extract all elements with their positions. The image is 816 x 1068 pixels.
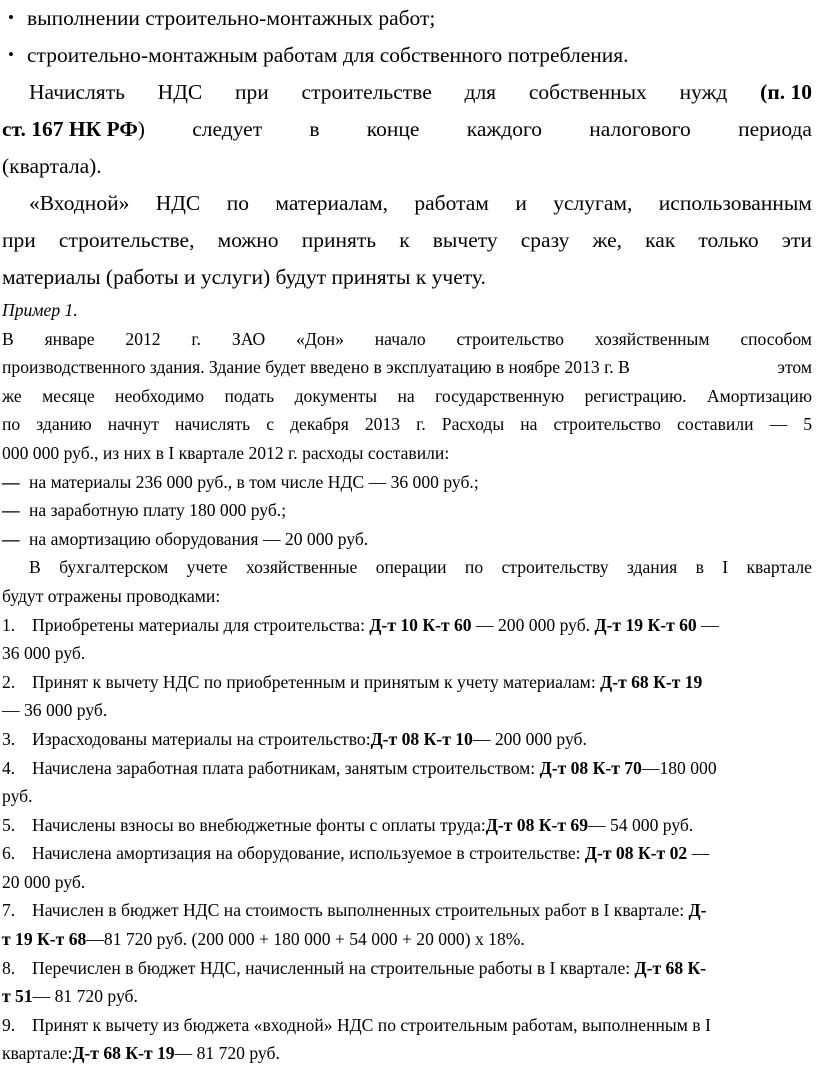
text-run: эти [781, 228, 812, 252]
dash-list-item-text: на материалы 236 000 руб., в том числе НДС — 36 000 руб.; [29, 471, 479, 492]
entry-line [32, 754, 812, 783]
text-run: собственных [528, 80, 647, 104]
bullet-item-text: выполнении строительно-монтажных работ; [27, 6, 436, 30]
example-label-text: Пример 1. [2, 300, 78, 320]
text-run: использованным [658, 191, 812, 215]
text-run: (квартала). [2, 154, 102, 178]
text-run: и [515, 191, 527, 215]
paragraph-line [2, 325, 812, 354]
account-code: Д-т 68 К- [634, 957, 707, 978]
text-run: строительству [501, 557, 609, 578]
paragraph-nds-accrual [2, 74, 812, 185]
ledger-entry [2, 811, 812, 840]
text-run: Израсходованы материалы на строительство: [32, 728, 371, 749]
text-run: в [695, 557, 704, 578]
account-code: Д-т 08 К-т 02 [584, 843, 688, 864]
text-run: же [2, 385, 22, 406]
ledger-entry [2, 725, 812, 754]
text-run: налогового [589, 117, 691, 141]
text-run: Принят к вычету НДС по приобретенным и принятым к учету материалам: [32, 671, 601, 692]
text-run: 000 000 руб., из них в I квартале 2012 г. расходы составили: [2, 442, 450, 463]
text-run: декабря [290, 414, 349, 435]
text-run: Приобретены материалы для строительства: [32, 614, 370, 635]
text-run: Начислена амортизация на оборудование, используемое в строительстве: [32, 843, 585, 864]
text-run: хозяйственным [594, 328, 710, 349]
text-run: для [464, 80, 497, 104]
bullet-icon: • [8, 45, 14, 64]
entry-number: 2. [2, 671, 16, 692]
entry-number: 6. [2, 843, 16, 864]
text-run: 2013 [364, 414, 401, 435]
text-run: «Входной» [29, 191, 130, 215]
text-run: НДС [155, 191, 201, 215]
text-run: руб. [2, 786, 33, 807]
text-run: 20 000 руб. [2, 871, 86, 892]
text-run: на [397, 385, 415, 406]
text-run: квартале: [2, 1043, 73, 1064]
text-run: «Дон» [296, 328, 344, 349]
paragraph-input-vat [2, 185, 812, 296]
text-run: необходимо [115, 385, 205, 406]
text-run: же, [592, 228, 623, 252]
text-run: начислять [175, 414, 251, 435]
entry-line [32, 725, 812, 754]
bullet-icon: • [8, 8, 14, 27]
entry-number: 5. [2, 814, 16, 835]
paragraph-line [2, 222, 812, 259]
account-code: Д-т 08 К-т 70 [539, 757, 642, 778]
ledger-entry [2, 1011, 812, 1040]
text-run: строительстве [301, 80, 432, 104]
account-code: т 51 [2, 986, 33, 1007]
paragraph-line [2, 259, 812, 296]
text-run: ЗАО [231, 328, 266, 349]
body-section [2, 296, 812, 1068]
text-run: способом [740, 328, 812, 349]
paragraph-line [2, 410, 812, 439]
account-code: Д- [688, 900, 707, 921]
text-run: операции [375, 557, 447, 578]
paragraph-line [2, 185, 812, 222]
account-code: Д-т 08 К-т 69 [485, 814, 589, 835]
text-run: квартале [746, 557, 812, 578]
entry-line [2, 696, 812, 725]
paragraph-line [2, 111, 812, 148]
text-run: зданию [36, 414, 92, 435]
em-dash-icon: — [2, 471, 20, 492]
paragraph-example-intro [2, 325, 812, 468]
text-run: начнут [107, 414, 159, 435]
text-run: с [266, 414, 275, 435]
text-run: только [698, 228, 759, 252]
text-run: 5 [803, 414, 812, 435]
text-run: документы [294, 385, 378, 406]
text-run: вычету [432, 228, 498, 252]
text-run: месяце [42, 385, 95, 406]
text-run: по [464, 557, 484, 578]
text-run: I [722, 557, 729, 578]
text-run: следует [192, 117, 263, 141]
text-run: Начислены взносы во внебюджетные фонты с оплаты труда: [32, 814, 486, 835]
entry-number: 8. [2, 957, 16, 978]
entry-number: 7. [2, 900, 16, 921]
entry-line [2, 982, 812, 1011]
text-run: будут отражены проводками: [2, 585, 221, 606]
text-run: в [309, 117, 320, 141]
paragraph-line [2, 553, 812, 582]
paragraph-line [2, 148, 812, 185]
text-run: Амортизацию [706, 385, 812, 406]
em-dash-icon: — [2, 528, 20, 549]
text-run: —180 000 [641, 757, 717, 778]
text-run: — 36 000 руб. [2, 700, 108, 721]
entry-line [2, 925, 812, 954]
text-run: периода [738, 117, 812, 141]
text-run: 2012 [125, 328, 161, 349]
text-run: по [2, 414, 21, 435]
account-code: Д-т 10 К-т 60 [369, 614, 472, 635]
text-run: — 81 720 руб. [32, 986, 138, 1007]
ledger-entry [2, 954, 812, 983]
text-run: Принят к вычету из бюджета «входной» НДС по строительным работам, выполненным в I [32, 1014, 711, 1035]
entry-line [2, 1039, 812, 1068]
entry-line [32, 954, 812, 983]
text-run: каждого [466, 117, 542, 141]
text-run: Начислять [29, 80, 125, 104]
entry-number: 1. [2, 614, 16, 635]
text-run: можно [217, 228, 279, 252]
paragraph-line [2, 582, 812, 611]
text-run: — 54 000 руб. [588, 814, 694, 835]
text-run: г. [416, 414, 426, 435]
account-code: Д-т 08 К-т 10 [370, 728, 473, 749]
text-run: учете [186, 557, 228, 578]
text-run: Перечислен в бюджет НДС, начисленный на строительные работы в I квартале: [32, 957, 635, 978]
text-run: составили [677, 414, 754, 435]
ledger-entry [2, 839, 812, 868]
entry-number: 3. [2, 728, 16, 749]
paragraph-line [2, 382, 812, 411]
text-run: этом [777, 357, 812, 378]
entry-line [32, 668, 812, 697]
intro-section [2, 0, 812, 296]
text-run: по [226, 191, 249, 215]
text-run: — 200 000 руб. [471, 614, 595, 635]
text-run: ) [137, 117, 145, 141]
text-run: сразу [520, 228, 570, 252]
text-run: регистрацию. [584, 385, 687, 406]
dash-list-item-text: на заработную плату 180 000 руб.; [29, 500, 287, 521]
text-run: строительстве, [58, 228, 195, 252]
text-run: 36 000 руб. [2, 643, 86, 664]
text-run: здания [626, 557, 678, 578]
dash-list-item [2, 468, 812, 497]
entry-line [32, 1011, 812, 1040]
text-run: материалы (работы и услуги) будут приняты к учету. [2, 265, 486, 289]
text-run: — [687, 843, 710, 864]
dash-list-item [2, 496, 812, 525]
text-run: услугам, [553, 191, 633, 215]
text-run: начало [374, 328, 426, 349]
paragraph-line [2, 74, 812, 111]
entry-number: 4. [2, 757, 16, 778]
entry-line [32, 839, 812, 868]
example-label [2, 296, 812, 325]
account-code: Д-т 68 К-т 19 [72, 1043, 175, 1064]
text-run: при [235, 80, 269, 104]
text-run: НДС [157, 80, 203, 104]
text-run: на [520, 414, 538, 435]
entry-line [2, 782, 812, 811]
ledger-entry [2, 896, 812, 925]
text-run: —81 720 руб. (200 000 + 180 000 + 54 000 + 20 000) x 18%. [86, 929, 525, 950]
account-code: т 19 К-т 68 [2, 929, 87, 950]
text-run-bold: (п. 10 [760, 80, 812, 104]
dash-list-item [2, 525, 812, 554]
bullet-item [2, 0, 812, 37]
ledger-entry [2, 611, 812, 640]
text-run: подать [224, 385, 275, 406]
account-code: Д-т 68 К-т 19 [600, 671, 703, 692]
text-run: нужд [679, 80, 728, 104]
text-run: строительство [553, 414, 661, 435]
dash-list-item-text: на амортизацию оборудования — 20 000 руб. [29, 528, 369, 549]
text-run: — 200 000 руб. [472, 728, 587, 749]
entry-line [32, 896, 812, 925]
text-run: — 81 720 руб. [174, 1043, 280, 1064]
bullet-item-text: строительно-монтажным работам для собственного потребления. [27, 43, 629, 67]
text-run: Начислена заработная плата работникам, занятым строительством: [32, 757, 540, 778]
text-run: В [2, 328, 14, 349]
paragraph-line [2, 439, 812, 468]
text-run: — [696, 614, 719, 635]
entry-number: 9. [2, 1014, 16, 1035]
entry-line [2, 868, 812, 897]
text-run: как [645, 228, 676, 252]
text-run: Начислен в бюджет НДС на стоимость выполненных строительных работ в I квартале: [32, 900, 689, 921]
bullet-item [2, 37, 812, 74]
text-run: хозяйственные [245, 557, 358, 578]
account-code: Д-т 19 К-т 60 [594, 614, 697, 635]
paragraph-ledger-intro [2, 553, 812, 610]
text-run: государственную [435, 385, 565, 406]
text-run: производственного здания. Здание будет введено в эксплуатацию в ноябре 2013 г. В [2, 357, 630, 378]
paragraph-line [2, 353, 812, 382]
entry-line [2, 639, 812, 668]
text-run: конце [366, 117, 420, 141]
entry-line [32, 811, 812, 840]
text-run: строительство [456, 328, 564, 349]
text-run: при [2, 228, 36, 252]
ledger-entry [2, 754, 812, 783]
entry-line [32, 611, 812, 640]
text-run: — [769, 414, 788, 435]
text-run: работам [414, 191, 489, 215]
text-run: материалам, [275, 191, 388, 215]
text-run: г. [191, 328, 202, 349]
text-run: бухгалтерском [59, 557, 169, 578]
text-run: Расходы [441, 414, 505, 435]
ledger-entry [2, 668, 812, 697]
text-run: январе [44, 328, 95, 349]
text-run: В [29, 557, 41, 578]
text-run: к [399, 228, 410, 252]
text-run-bold: ст. 167 НК РФ [2, 117, 138, 141]
text-run: принять [301, 228, 377, 252]
em-dash-icon: — [2, 500, 20, 521]
